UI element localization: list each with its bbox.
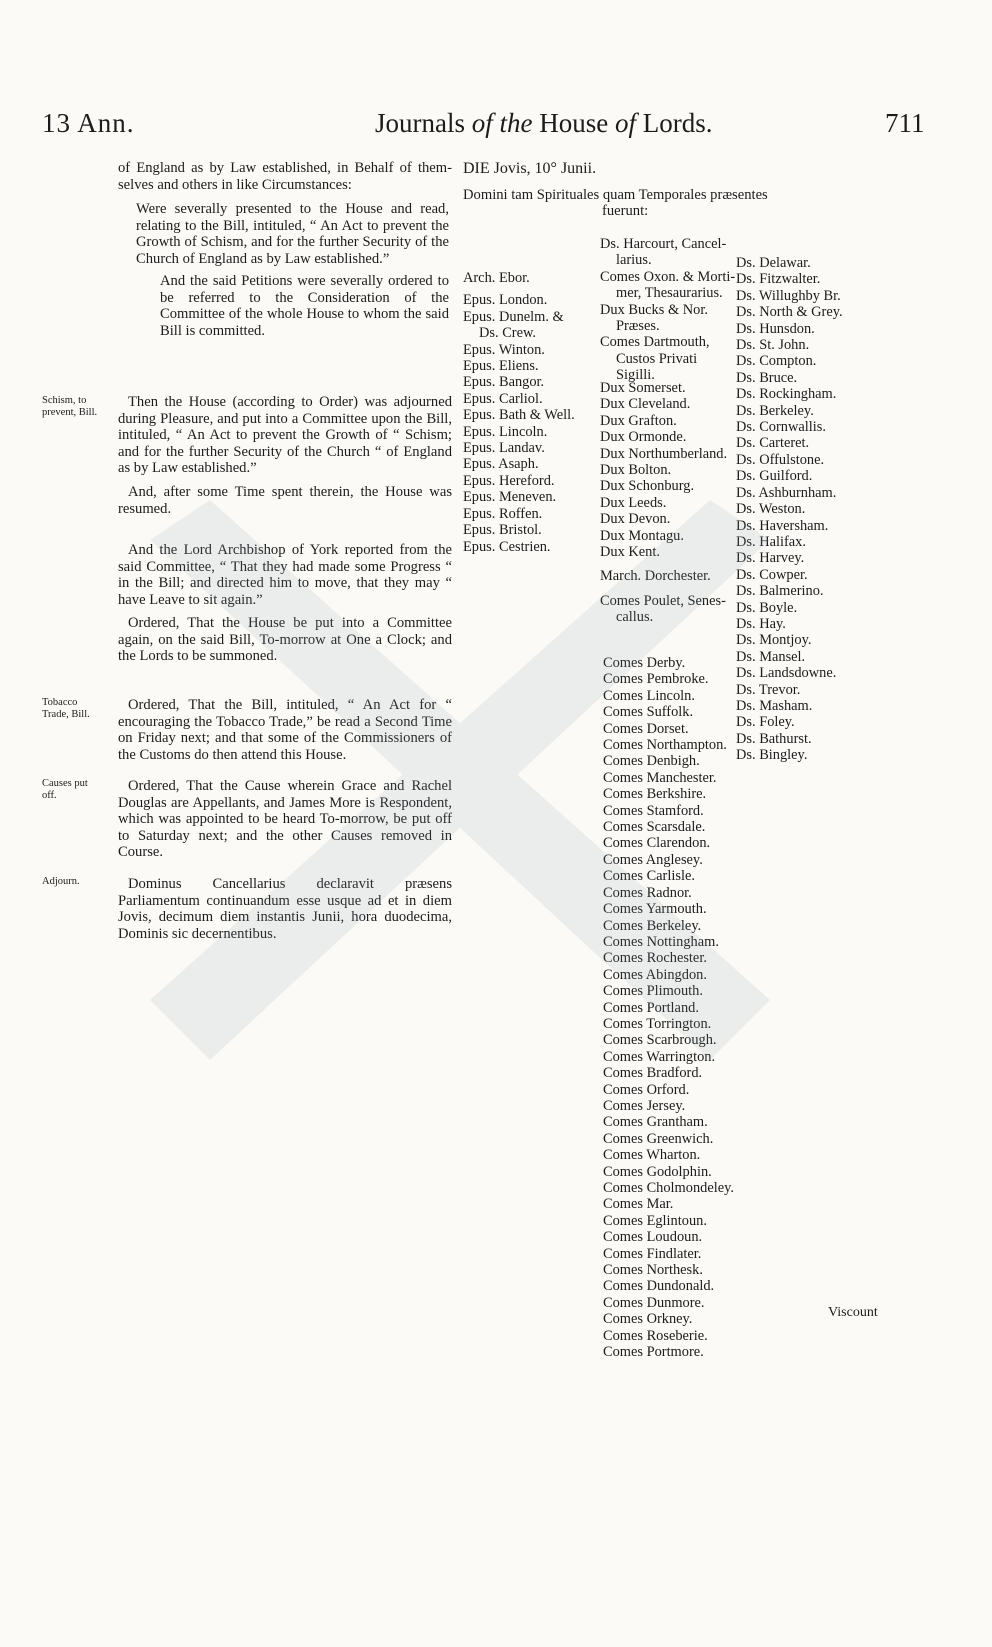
list-item: Dux Devon.	[600, 511, 671, 528]
list-item: Comes Godolphin.	[603, 1163, 712, 1180]
list-item: Epus. Bangor.	[463, 374, 545, 391]
list-item: Comes Warrington.	[603, 1048, 716, 1065]
list-item: Ds. Boyle.	[736, 599, 798, 616]
list-item: Comes Cholmondeley.	[603, 1180, 734, 1196]
list-item: Comes Orkney.	[603, 1311, 693, 1328]
list-item: Ds. Foley.	[736, 714, 795, 731]
intro-line-2: selves and others in like Circumstances:	[118, 176, 352, 193]
causes-paragraph: Ordered, That the Cause wherein Grace and Rachel Douglas are Appellants, and James More is Respondent, which was appointed to be heard To-morrow, be put off to Saturday next; and the other Causes removed in Course.	[118, 778, 452, 861]
list-item: Ds. Delawar.	[736, 255, 811, 271]
list-item: Comes Scarsdale.	[603, 819, 706, 836]
catchword: Viscount	[828, 1305, 878, 1320]
list-item: Ds. Crew.	[479, 325, 537, 342]
list-item: Comes Denbigh.	[603, 753, 700, 770]
list-item: callus.	[616, 609, 654, 626]
list-item: Comes Findlater.	[603, 1245, 702, 1262]
list-item: Comes Greenwich.	[603, 1130, 714, 1147]
list-item: Dux Northumberland.	[600, 445, 728, 462]
list-item: Dux Kent.	[600, 544, 660, 561]
schism-paragraph: Then the House (according to Order) was adjourned during Pleasure, and put into a Committee upon the Bill, intituled, “ An Act to prevent the Growth of “ Schism; and for the further Security of the Church “ of England as by Law established.”	[118, 394, 452, 477]
margin-note-tobacco: Tobacco Trade, Bill.	[42, 697, 90, 720]
list-item: Ds. Berkeley.	[736, 402, 814, 419]
list-item: Comes Lincoln.	[603, 687, 695, 704]
list-item: Comes Eglintoun.	[603, 1212, 707, 1229]
list-item: Ds. Trevor.	[736, 681, 801, 698]
york-paragraph: And the Lord Archbishop of York reported from the said Committee, “ That they had made some Progress “ in the Bill; and directed him to move, that they may “ have Leave to sit again.”	[118, 542, 452, 608]
list-item: Comes Suffolk.	[603, 704, 694, 721]
list-item: Ds. Rockingham.	[736, 386, 837, 403]
list-item: Comes Derby.	[603, 655, 686, 671]
list-item: Epus. Eliens.	[463, 358, 539, 375]
page-number: 711	[885, 108, 925, 138]
list-item: Sigilli.	[616, 367, 655, 384]
list-item: Dux Schonburg.	[600, 478, 695, 495]
earls-list	[603, 655, 734, 1360]
list-item: Comes Stamford.	[603, 802, 704, 819]
list-item: mer, Thesaurarius.	[616, 285, 723, 302]
list-item: Epus. Landav.	[463, 440, 545, 457]
list-item: Dux Leeds.	[600, 494, 667, 511]
list-item: Comes Grantham.	[603, 1114, 708, 1131]
list-item: Ds. Bathurst.	[736, 730, 812, 747]
title-word-1: Journals	[375, 108, 465, 138]
list-item: Præses.	[616, 318, 660, 335]
list-item: Ds. Cornwallis.	[736, 419, 826, 436]
list-item: Dux Grafton.	[600, 412, 677, 429]
list-item: Comes Dartmouth,	[600, 334, 710, 351]
title-word-2: of the	[471, 108, 533, 138]
list-item: Comes Wharton.	[603, 1147, 701, 1164]
list-item: Epus. Lincoln.	[463, 423, 548, 440]
list-item: Epus. Roffen.	[463, 505, 543, 522]
list-item: Ds. Carteret.	[736, 435, 810, 452]
list-item: Ds. Weston.	[736, 501, 806, 518]
margin-note-causes: Causes put off.	[42, 778, 88, 801]
tobacco-paragraph: Ordered, That the Bill, intituled, “ An Act for “ encouraging the Tobacco Trade,” be read a Second Time on Friday next; and that some of the Commissioners of the Customs do then attend this House.	[118, 697, 452, 763]
title-word-5: Lords.	[642, 108, 713, 138]
list-item: Comes Clarendon.	[603, 835, 711, 852]
list-item: Ds. Mansel.	[736, 648, 806, 665]
list-item: Comes Radnor.	[603, 884, 692, 901]
list-item: Comes Rochester.	[603, 950, 707, 967]
list-item: Ds. Offulstone.	[736, 451, 825, 468]
list-item: Comes Abingdon.	[603, 966, 707, 983]
list-item: Comes Scarbrough.	[603, 1032, 717, 1049]
list-item: Comes Dunmore.	[603, 1294, 705, 1311]
officers-list	[600, 236, 735, 384]
present-heading-2: fuerunt:	[602, 203, 649, 219]
barons-list	[736, 255, 843, 764]
list-item: Comes Jersey.	[603, 1097, 686, 1114]
list-item: Ds. Willughby Br.	[736, 287, 841, 304]
list-item: Comes Pembroke.	[603, 671, 709, 688]
list-item: Epus. Bath & Well.	[463, 407, 575, 424]
list-item: Comes Poulet, Senes-	[600, 592, 726, 609]
list-item: Comes Dundonald.	[603, 1278, 715, 1295]
date-heading: DIE Jovis, 10° Junii.	[463, 160, 597, 177]
list-item: Epus. Winton.	[463, 341, 545, 358]
list-item: Ds. Cowper.	[736, 566, 808, 583]
list-item: Comes Berkshire.	[603, 786, 707, 803]
list-item: Comes Bradford.	[603, 1065, 703, 1082]
list-item: Dux Montagu.	[600, 527, 684, 544]
list-item: Dux Ormonde.	[600, 429, 687, 446]
dukes-list	[600, 380, 727, 626]
list-item: Comes Plimouth.	[603, 983, 703, 1000]
list-item: Ds. Fitzwalter.	[736, 271, 821, 288]
list-item: Custos Privati	[616, 350, 698, 367]
list-item: Comes Northesk.	[603, 1262, 703, 1279]
list-item: Ds. Hunsdon.	[736, 320, 815, 337]
list-item: Ds. Bingley.	[736, 747, 808, 764]
header-left: 13 Ann.	[42, 108, 135, 138]
petitions-paragraph: Were severally presented to the House and read, relating to the Bill, intituled, “ An Act to prevent the Growth of Schism, and for the further Security of the Church of England as by Law established.”	[136, 201, 449, 267]
list-item: Epus. Bristol.	[463, 522, 542, 539]
list-item: Epus. London.	[463, 292, 548, 309]
title-word-4: of	[615, 108, 637, 138]
list-item: Comes Roseberie.	[603, 1327, 708, 1344]
list-item: Epus. Dunelm. &	[463, 308, 564, 325]
margin-note-schism: Schism, to prevent, Bill.	[42, 395, 98, 418]
list-item: Comes Northampton.	[603, 737, 727, 754]
list-item: Ds. Harcourt, Cancel-	[600, 236, 727, 252]
list-item: Ds. Guilford.	[736, 468, 813, 485]
list-item: March. Dorchester.	[600, 568, 711, 585]
list-item: Ds. Landsdowne.	[736, 665, 837, 682]
list-item: Ds. North & Grey.	[736, 304, 843, 321]
list-item: Dux Cleveland.	[600, 396, 691, 413]
list-item: Comes Torrington.	[603, 1015, 712, 1032]
list-item: Arch. Ebor.	[463, 270, 530, 286]
list-item: Comes Portmore.	[603, 1344, 704, 1361]
list-item: Comes Manchester.	[603, 769, 717, 786]
list-item: Ds. Bruce.	[736, 369, 798, 386]
list-item: Ds. Haversham.	[736, 517, 829, 534]
list-item: Dux Somerset.	[600, 380, 686, 396]
margin-note-adjourn: Adjourn.	[42, 876, 80, 887]
list-item: larius.	[616, 252, 652, 269]
list-item: Ds. Harvey.	[736, 550, 805, 567]
list-item: Epus. Meneven.	[463, 489, 557, 506]
list-item: Ds. Masham.	[736, 697, 813, 714]
resumed-paragraph: And, after some Time spent therein, the House was resumed.	[118, 484, 452, 517]
page-title	[375, 108, 713, 139]
list-item: Ds. Compton.	[736, 353, 817, 370]
list-item: Epus. Cestrien.	[463, 538, 551, 555]
list-item: Ds. St. John.	[736, 337, 810, 354]
list-item: Dux Bucks & Nor.	[600, 301, 708, 318]
intro-line-1: of England as by Law established, in Behalf of them-	[118, 160, 452, 176]
left-column	[118, 160, 452, 193]
list-item: Epus. Carliol.	[463, 390, 543, 407]
list-item: Comes Yarmouth.	[603, 901, 707, 918]
list-item: Ds. Balmerino.	[736, 583, 824, 600]
title-word-3: House	[539, 108, 609, 138]
list-item: Ds. Montjoy.	[736, 632, 812, 649]
list-item: Comes Nottingham.	[603, 933, 719, 950]
list-item: Comes Carlisle.	[603, 868, 695, 885]
list-item: Comes Dorset.	[603, 720, 689, 737]
list-item: Dux Bolton.	[600, 462, 672, 479]
list-item: Comes Portland.	[603, 999, 699, 1016]
present-heading-1: Domini tam Spirituales quam Temporales præsentes	[463, 187, 768, 203]
list-item: Epus. Asaph.	[463, 456, 539, 473]
list-item: Comes Berkeley.	[603, 917, 702, 934]
bishops-list	[463, 270, 575, 555]
list-item: Ds. Halifax.	[736, 533, 806, 550]
list-item: Epus. Hereford.	[463, 472, 555, 489]
list-item: Comes Oxon. & Morti-	[600, 268, 736, 285]
list-item: Comes Loudoun.	[603, 1229, 703, 1246]
referred-paragraph: And the said Petitions were severally ordered to be referred to the Consideration of the Committee of the whole House to whom the said Bill is committed.	[160, 273, 449, 339]
ordered-committee-paragraph: Ordered, That the House be put into a Committee again, on the said Bill, To-morrow at One a Clock; and the Lords to be summoned.	[118, 615, 452, 665]
adjourn-paragraph: Dominus Cancellarius declaravit præsens Parliamentum continuandum esse usque ad et in diem Jovis, decimum diem instantis Junii, hora duodecima, Dominis sic decernentibus.	[118, 876, 452, 942]
list-item: Comes Orford.	[603, 1081, 690, 1098]
list-item: Ds. Hay.	[736, 615, 786, 632]
list-item: Ds. Ashburnham.	[736, 484, 837, 501]
list-item: Comes Mar.	[603, 1196, 674, 1213]
list-item: Comes Anglesey.	[603, 851, 703, 868]
